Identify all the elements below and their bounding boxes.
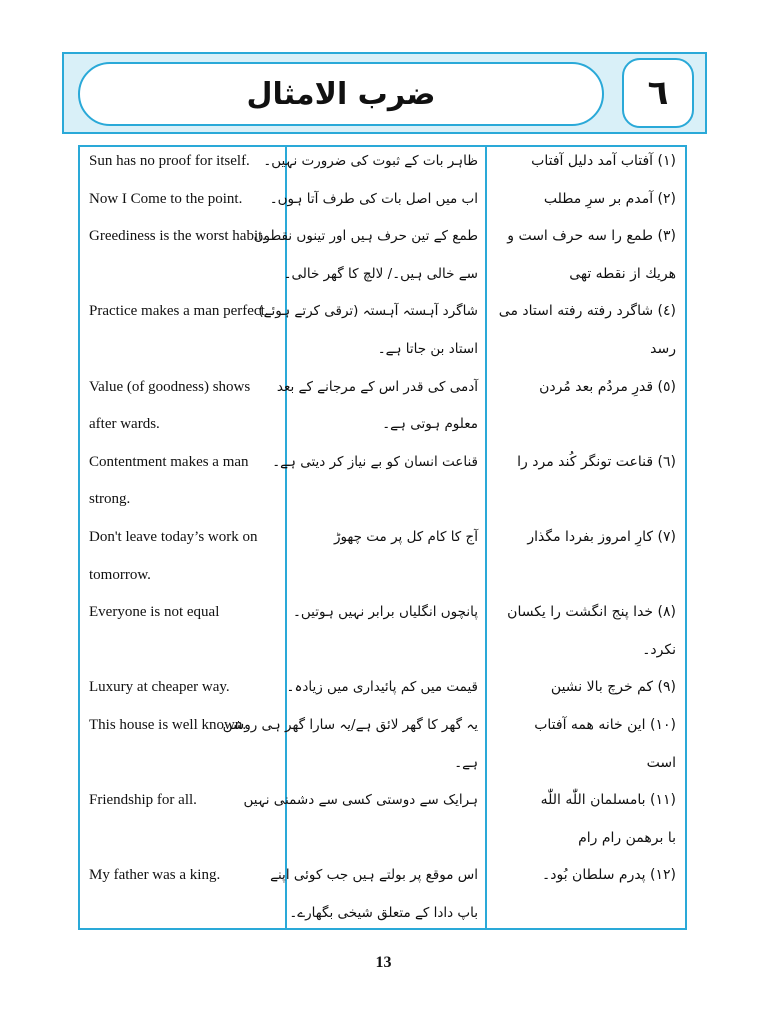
english-translation: Greediness is the worst habit. (89, 228, 267, 245)
persian-proverb: (٢) آمدم بر سرِ مطلب (543, 190, 676, 207)
page-title: ضرب الامثال (246, 76, 436, 112)
urdu-meaning: آج کا کام کل پر مت چھوڑ (333, 529, 478, 545)
persian-proverb: (١٠) این خانه همه آفتاب (534, 717, 676, 733)
english-translation: This house is well known. (89, 717, 247, 733)
persian-proverb: (٤) شاگرد رفته رفته استاد می (498, 303, 676, 320)
english-translation: Sun has no proof for itself. (89, 153, 250, 169)
english-translation: Value (of goodness) shows (89, 378, 251, 395)
persian-proverb: با برهمن رام رام (578, 829, 676, 846)
persian-proverb: (٣) طمع را سه حرف است و (507, 228, 676, 245)
english-translation: My father was a king. (89, 867, 221, 884)
persian-proverb: نکرد۔ (642, 641, 676, 658)
urdu-meaning: سے خالی ہیں۔/ لالچ کا گھر خالی۔ (283, 265, 478, 282)
persian-proverb: (١١) بامسلمان اللّٰه اللّٰه (540, 792, 676, 809)
urdu-meaning: آدمی کی قدر اس کے مرجانے کے بعد (276, 378, 478, 395)
persian-proverb: (٨) خدا پنج انگشت را یکسان (507, 604, 676, 621)
persian-proverb: رسد (650, 341, 676, 357)
english-translation: Everyone is not equal (89, 604, 220, 621)
persian-proverb: (٥) قدرِ مردُم بعد مُردن (539, 378, 676, 395)
persian-proverb: است (646, 754, 676, 771)
page-number: 13 (375, 954, 392, 971)
proverb-table (78, 145, 687, 930)
title-box (78, 62, 604, 126)
persian-proverb: (٩) کم خرچ بالا نشین (550, 679, 676, 696)
persian-proverb: هريك از نقطه تهی (569, 265, 676, 282)
english-translation: tomorrow. (89, 566, 151, 583)
english-translation: strong. (89, 491, 131, 508)
urdu-meaning: باپ دادا کے متعلق شیخی بگھارے۔ (289, 905, 478, 921)
urdu-meaning: پانچوں انگلیاں برابر نہیں ہوتیں۔ (292, 604, 478, 621)
urdu-meaning: ہے۔ (454, 754, 478, 771)
english-translation: Now I Come to the point. (89, 190, 243, 207)
chapter-number: ٦ (647, 73, 669, 113)
urdu-meaning: قیمت میں کم پائیداری میں زیادہ۔ (286, 679, 478, 696)
english-translation: after wards. (89, 416, 160, 433)
chapter-number-box (622, 58, 694, 128)
english-translation: Luxury at cheaper way. (89, 679, 230, 696)
column-divider (485, 147, 487, 928)
urdu-meaning: یہ گھر کا گھر لائق ہے/یہ سارا گھر ہی روشن (222, 717, 478, 733)
urdu-meaning: ہرایک سے دوستی کسی سے دشمنی نہیں (243, 792, 478, 809)
urdu-meaning: اس موقع پر بولتے ہیں جب کوئی اپنے (270, 867, 478, 884)
persian-proverb: (١) آفتاب آمد دلیل آفتاب (531, 153, 676, 169)
persian-proverb: (٦) قناعت تونگر کُند مرد را (517, 453, 676, 470)
urdu-meaning: ظاہر بات کے ثبوت کی ضرورت نہیں۔ (263, 153, 478, 169)
urdu-meaning: طمع کے تین حرف ہیں اور تینوں نقطوں (253, 228, 478, 245)
persian-proverb: (١٢) پدرم سلطان بُود۔ (542, 867, 676, 884)
urdu-meaning: قناعت انسان کو بے نیاز کر دیتی ہے۔ (272, 453, 478, 470)
urdu-meaning: اب میں اصل بات کی طرف آتا ہوں۔ (269, 190, 478, 207)
english-translation: Practice makes a man perfect. (89, 303, 269, 320)
english-translation: Friendship for all. (89, 792, 197, 809)
column-divider (285, 147, 287, 928)
english-translation: Contentment makes a man (89, 453, 249, 470)
persian-proverb: (٧) کارِ امروز بفردا مگذار (527, 529, 676, 545)
english-translation: Don't leave today’s work on (89, 529, 258, 545)
urdu-meaning: معلوم ہوتی ہے۔ (382, 416, 478, 433)
urdu-meaning: استاد بن جاتا ہے۔ (377, 341, 478, 357)
urdu-meaning: شاگرد آہستہ آہستہ (ترقی کرتے ہوئے) (258, 303, 478, 320)
